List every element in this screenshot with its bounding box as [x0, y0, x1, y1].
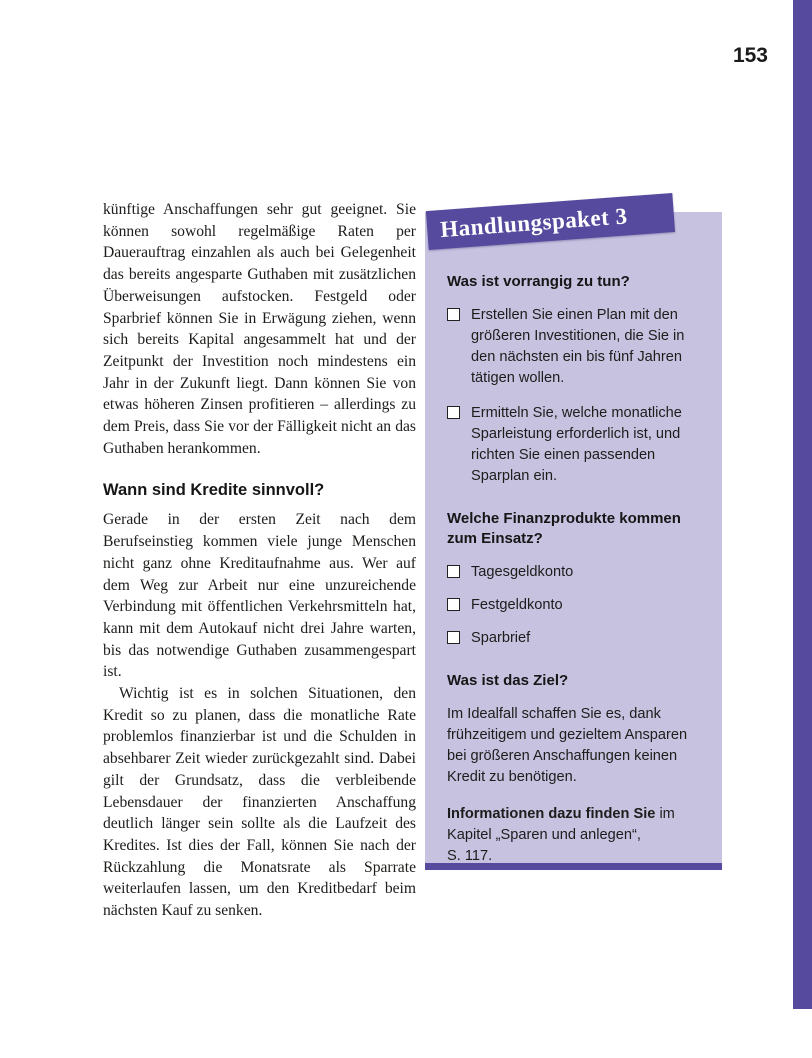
action-package-banner [426, 193, 675, 250]
checkbox-icon [447, 598, 460, 611]
intro-paragraph: künftige Anschaffungen sehr gut geeignet. Sie können sowohl regelmäßige Raten per Dauerauftrag einzahlen als auch bei Gelegenheit das bereits angesparte Guthaben mit zusätzlichen Überweisungen aufstocken. Festgeld oder Sparbrief können Sie in Erwägung ziehen, wenn sich bereits Kapital angesammelt hat und der Zeitpunkt der Investition noch mindestens ein Jahr in der Zukunft liegt. Dann können Sie von etwas höheren Zinsen profitieren – allerdings zu dem Preis, dass Sie vor der Fälligkeit nicht an das Guthaben herankommen. [103, 201, 416, 457]
checklist-item-text: Festgeldkonto [471, 597, 563, 613]
info-reference-text: im Kapitel „Sparen und anlegen“, [447, 806, 675, 843]
checklist-item [447, 628, 702, 649]
info-reference-bold: Informationen dazu finden Sie [447, 806, 656, 822]
checkbox-icon [447, 565, 460, 578]
goal-heading: Was ist das Ziel? [447, 672, 569, 689]
checklist-item [447, 305, 702, 389]
checkbox-icon [447, 406, 460, 419]
checklist-item-text: Sparbrief [471, 630, 531, 646]
info-reference-page: S. 117. [447, 848, 493, 864]
section-heading: Wann sind Kredite sinnvoll? [103, 481, 325, 500]
main-text-column [103, 199, 416, 922]
body-paragraph-2: Wichtig ist es in solchen Situationen, den Kredit so zu planen, dass die monatliche Rate problemlos finanzierbar ist und die Schulden in absehbarer Zeit wieder zurückgezahlt sind. Dabei gilt der Grundsatz, dass die verbleibende Lebensdauer der finanzierten Anschaffung deutlich länger sein sollte als die Laufzeit des Kredites. Ist dies der Fall, können Sie nach der Rückzahlung die Monatsrate als Sparrate weiterlaufen lassen, um den Kreditbedarf beim nächsten Kauf zu senken. [103, 685, 416, 920]
checklist-item [447, 562, 702, 583]
page-edge-accent-strip [793, 0, 812, 1009]
checklist-item [447, 595, 702, 616]
info-reference [447, 804, 702, 867]
checkbox-icon [447, 631, 460, 644]
page-number: 153 [732, 44, 768, 67]
products-heading: Welche Finanzprodukte kommen zum Einsatz? [447, 510, 681, 547]
checklist-item-text: Erstellen Sie einen Plan mit den größeren Investitionen, die Sie in den nächsten ein bis fünf Jahren tätigen wollen. [471, 307, 685, 386]
banner-title: Handlungspaket 3 [439, 202, 629, 242]
checklist-item [447, 403, 702, 487]
goal-text: Im Idealfall schaffen Sie es, dank frühzeitigem und gezieltem Ansparen bei größeren Anschaffungen keinen Kredit zu benötigen. [447, 706, 688, 785]
checkbox-icon [447, 308, 460, 321]
todo-heading: Was ist vorrangig zu tun? [447, 273, 630, 290]
action-package-box [425, 202, 722, 870]
checklist-item-text: Tagesgeldkonto [471, 564, 574, 580]
body-paragraph-1: Gerade in der ersten Zeit nach dem Berufseinstieg kommen viele junge Menschen nicht ganz ohne Kreditaufnahme aus. Wer auf dem Weg zur Arbeit nur eine unzureichende Verbindung mit öffentlichen Verkehrsmitteln hat, kann mit dem Autokauf nicht drei Jahre warten, bis das notwendige Guthaben zusammengespart ist. [103, 511, 416, 681]
checklist-item-text: Ermitteln Sie, welche monatliche Sparleistung erforderlich ist, und richten Sie einen passenden Sparplan ein. [471, 405, 682, 484]
